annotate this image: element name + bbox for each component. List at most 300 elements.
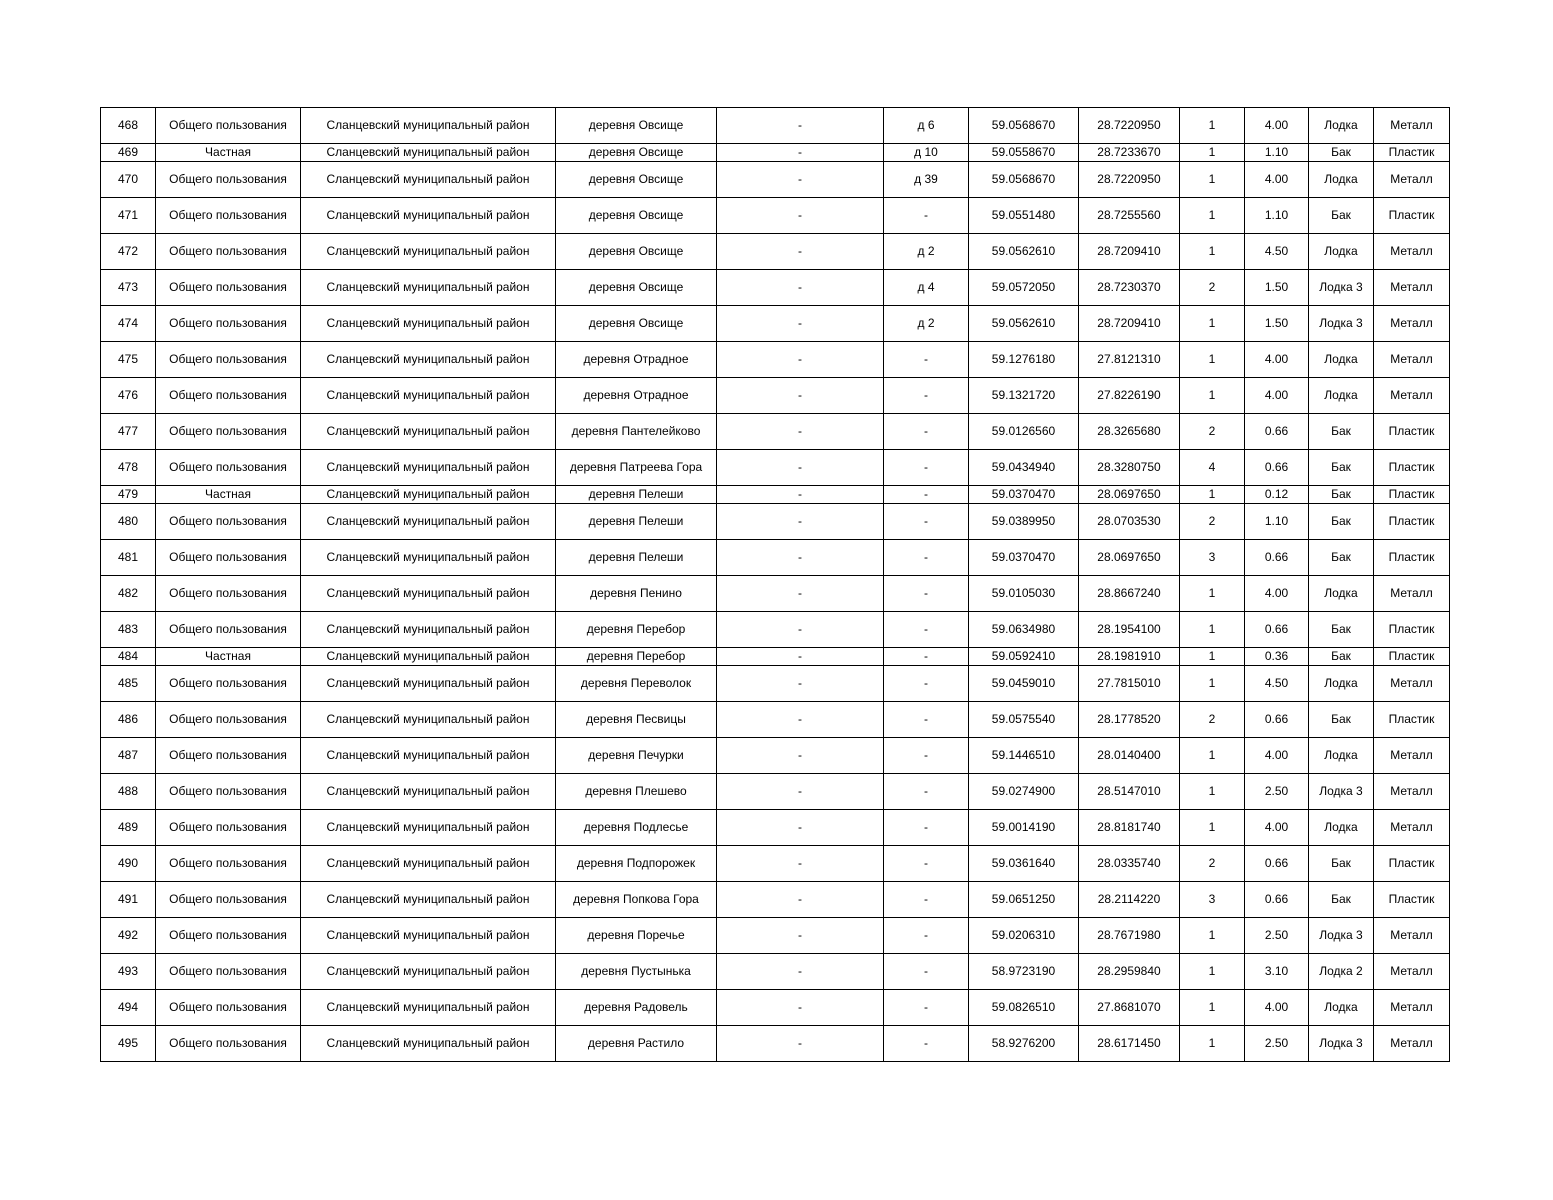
container-material-cell: Металл [1374, 1026, 1450, 1062]
ownership-type-cell: Общего пользования [156, 774, 301, 810]
container-count-cell: 1 [1180, 576, 1245, 612]
settlement-cell: деревня Радовель [556, 990, 717, 1026]
row-number-cell: 471 [101, 198, 156, 234]
latitude-cell: 59.0105030 [969, 576, 1079, 612]
table-row [101, 378, 1450, 414]
row-number-cell: 485 [101, 666, 156, 702]
container-material-cell: Металл [1374, 990, 1450, 1026]
table-row [101, 234, 1450, 270]
container-type-cell: Лодка [1309, 666, 1374, 702]
row-number-cell: 472 [101, 234, 156, 270]
row-number-cell: 475 [101, 342, 156, 378]
street-cell: - [717, 198, 884, 234]
container-count-cell: 1 [1180, 738, 1245, 774]
house-cell: - [884, 648, 969, 666]
ownership-type-cell: Общего пользования [156, 450, 301, 486]
district-cell: Сланцевский муниципальный район [301, 1026, 556, 1062]
street-cell: - [717, 414, 884, 450]
row-number-cell: 473 [101, 270, 156, 306]
container-volume-cell: 4.00 [1245, 342, 1309, 378]
latitude-cell: 59.0568670 [969, 162, 1079, 198]
district-cell: Сланцевский муниципальный район [301, 576, 556, 612]
settlement-cell: деревня Пенино [556, 576, 717, 612]
longitude-cell: 28.2114220 [1079, 882, 1180, 918]
container-count-cell: 1 [1180, 774, 1245, 810]
ownership-type-cell: Общего пользования [156, 846, 301, 882]
house-cell: д 39 [884, 162, 969, 198]
street-cell: - [717, 666, 884, 702]
ownership-type-cell: Частная [156, 144, 301, 162]
ownership-type-cell: Общего пользования [156, 414, 301, 450]
settlement-cell: деревня Овсище [556, 270, 717, 306]
container-material-cell: Пластик [1374, 486, 1450, 504]
settlement-cell: деревня Овсище [556, 306, 717, 342]
ownership-type-cell: Общего пользования [156, 702, 301, 738]
ownership-type-cell: Общего пользования [156, 306, 301, 342]
house-cell: д 4 [884, 270, 969, 306]
settlement-cell: деревня Пелеши [556, 486, 717, 504]
ownership-type-cell: Общего пользования [156, 162, 301, 198]
container-count-cell: 1 [1180, 306, 1245, 342]
house-cell: - [884, 954, 969, 990]
table-row [101, 540, 1450, 576]
row-number-cell: 478 [101, 450, 156, 486]
table-row [101, 144, 1450, 162]
container-type-cell: Лодка [1309, 108, 1374, 144]
container-volume-cell: 0.36 [1245, 648, 1309, 666]
container-type-cell: Лодка [1309, 234, 1374, 270]
street-cell: - [717, 702, 884, 738]
table-row [101, 810, 1450, 846]
street-cell: - [717, 774, 884, 810]
longitude-cell: 28.7209410 [1079, 234, 1180, 270]
house-cell: - [884, 882, 969, 918]
house-cell: - [884, 1026, 969, 1062]
street-cell: - [717, 846, 884, 882]
street-cell: - [717, 162, 884, 198]
street-cell: - [717, 918, 884, 954]
latitude-cell: 58.9276200 [969, 1026, 1079, 1062]
table-row [101, 108, 1450, 144]
table-row [101, 846, 1450, 882]
house-cell: д 2 [884, 234, 969, 270]
settlement-cell: деревня Отрадное [556, 378, 717, 414]
container-material-cell: Металл [1374, 378, 1450, 414]
container-volume-cell: 1.10 [1245, 198, 1309, 234]
settlement-cell: деревня Подпорожек [556, 846, 717, 882]
district-cell: Сланцевский муниципальный район [301, 198, 556, 234]
container-volume-cell: 4.00 [1245, 378, 1309, 414]
container-material-cell: Металл [1374, 162, 1450, 198]
container-count-cell: 2 [1180, 504, 1245, 540]
longitude-cell: 28.0335740 [1079, 846, 1180, 882]
container-volume-cell: 4.00 [1245, 738, 1309, 774]
latitude-cell: 59.0562610 [969, 234, 1079, 270]
container-count-cell: 1 [1180, 342, 1245, 378]
house-cell: д 2 [884, 306, 969, 342]
row-number-cell: 489 [101, 810, 156, 846]
district-cell: Сланцевский муниципальный район [301, 612, 556, 648]
row-number-cell: 470 [101, 162, 156, 198]
row-number-cell: 493 [101, 954, 156, 990]
table-row [101, 882, 1450, 918]
longitude-cell: 28.2959840 [1079, 954, 1180, 990]
latitude-cell: 59.0014190 [969, 810, 1079, 846]
container-type-cell: Лодка 3 [1309, 270, 1374, 306]
container-material-cell: Пластик [1374, 540, 1450, 576]
table-row [101, 162, 1450, 198]
container-material-cell: Пластик [1374, 144, 1450, 162]
district-cell: Сланцевский муниципальный район [301, 540, 556, 576]
container-type-cell: Лодка 3 [1309, 1026, 1374, 1062]
street-cell: - [717, 648, 884, 666]
settlement-cell: деревня Подлесье [556, 810, 717, 846]
street-cell: - [717, 144, 884, 162]
container-material-cell: Пластик [1374, 882, 1450, 918]
house-cell: - [884, 342, 969, 378]
container-volume-cell: 1.50 [1245, 270, 1309, 306]
longitude-cell: 27.7815010 [1079, 666, 1180, 702]
container-material-cell: Металл [1374, 738, 1450, 774]
latitude-cell: 59.0592410 [969, 648, 1079, 666]
ownership-type-cell: Общего пользования [156, 378, 301, 414]
container-type-cell: Лодка [1309, 990, 1374, 1026]
street-cell: - [717, 342, 884, 378]
row-number-cell: 480 [101, 504, 156, 540]
latitude-cell: 59.0274900 [969, 774, 1079, 810]
street-cell: - [717, 450, 884, 486]
container-count-cell: 1 [1180, 1026, 1245, 1062]
container-type-cell: Лодка [1309, 162, 1374, 198]
house-cell: д 10 [884, 144, 969, 162]
table-row [101, 774, 1450, 810]
container-count-cell: 1 [1180, 666, 1245, 702]
latitude-cell: 59.0459010 [969, 666, 1079, 702]
latitude-cell: 59.0361640 [969, 846, 1079, 882]
house-cell: - [884, 990, 969, 1026]
table-row [101, 450, 1450, 486]
row-number-cell: 482 [101, 576, 156, 612]
district-cell: Сланцевский муниципальный район [301, 162, 556, 198]
settlement-cell: деревня Отрадное [556, 342, 717, 378]
longitude-cell: 28.7230370 [1079, 270, 1180, 306]
ownership-type-cell: Общего пользования [156, 738, 301, 774]
house-cell: - [884, 198, 969, 234]
row-number-cell: 491 [101, 882, 156, 918]
settlement-cell: деревня Печурки [556, 738, 717, 774]
container-volume-cell: 0.66 [1245, 450, 1309, 486]
settlement-cell: деревня Овсище [556, 144, 717, 162]
longitude-cell: 27.8121310 [1079, 342, 1180, 378]
latitude-cell: 58.9723190 [969, 954, 1079, 990]
container-type-cell: Лодка 3 [1309, 918, 1374, 954]
longitude-cell: 28.5147010 [1079, 774, 1180, 810]
longitude-cell: 27.8681070 [1079, 990, 1180, 1026]
row-number-cell: 494 [101, 990, 156, 1026]
container-volume-cell: 1.10 [1245, 144, 1309, 162]
street-cell: - [717, 270, 884, 306]
container-material-cell: Металл [1374, 918, 1450, 954]
longitude-cell: 28.7255560 [1079, 198, 1180, 234]
table-row [101, 414, 1450, 450]
settlement-cell: деревня Растило [556, 1026, 717, 1062]
container-type-cell: Бак [1309, 450, 1374, 486]
container-count-cell: 4 [1180, 450, 1245, 486]
district-cell: Сланцевский муниципальный район [301, 486, 556, 504]
container-type-cell: Бак [1309, 540, 1374, 576]
settlement-cell: деревня Переволок [556, 666, 717, 702]
table-row [101, 576, 1450, 612]
latitude-cell: 59.0370470 [969, 540, 1079, 576]
container-volume-cell: 0.66 [1245, 540, 1309, 576]
longitude-cell: 28.8667240 [1079, 576, 1180, 612]
container-type-cell: Бак [1309, 414, 1374, 450]
row-number-cell: 477 [101, 414, 156, 450]
ownership-type-cell: Общего пользования [156, 198, 301, 234]
longitude-cell: 28.7233670 [1079, 144, 1180, 162]
table-row [101, 270, 1450, 306]
container-material-cell: Металл [1374, 810, 1450, 846]
container-type-cell: Бак [1309, 702, 1374, 738]
district-cell: Сланцевский муниципальный район [301, 918, 556, 954]
ownership-type-cell: Частная [156, 486, 301, 504]
container-volume-cell: 2.50 [1245, 918, 1309, 954]
house-cell: - [884, 738, 969, 774]
latitude-cell: 59.0575540 [969, 702, 1079, 738]
street-cell: - [717, 1026, 884, 1062]
container-type-cell: Бак [1309, 504, 1374, 540]
container-type-cell: Бак [1309, 198, 1374, 234]
latitude-cell: 59.0126560 [969, 414, 1079, 450]
container-volume-cell: 4.50 [1245, 234, 1309, 270]
waste-container-table [100, 107, 1450, 1062]
settlement-cell: деревня Овсище [556, 234, 717, 270]
house-cell: - [884, 486, 969, 504]
container-material-cell: Металл [1374, 270, 1450, 306]
longitude-cell: 27.8226190 [1079, 378, 1180, 414]
latitude-cell: 59.0434940 [969, 450, 1079, 486]
settlement-cell: деревня Овсище [556, 198, 717, 234]
longitude-cell: 28.0703530 [1079, 504, 1180, 540]
ownership-type-cell: Общего пользования [156, 108, 301, 144]
container-type-cell: Лодка [1309, 576, 1374, 612]
container-material-cell: Пластик [1374, 414, 1450, 450]
longitude-cell: 28.1778520 [1079, 702, 1180, 738]
street-cell: - [717, 108, 884, 144]
longitude-cell: 28.1981910 [1079, 648, 1180, 666]
container-count-cell: 1 [1180, 144, 1245, 162]
container-volume-cell: 0.66 [1245, 702, 1309, 738]
street-cell: - [717, 612, 884, 648]
table-body [101, 108, 1450, 1062]
settlement-cell: деревня Плешево [556, 774, 717, 810]
container-material-cell: Пластик [1374, 702, 1450, 738]
container-volume-cell: 1.10 [1245, 504, 1309, 540]
house-cell: д 6 [884, 108, 969, 144]
container-type-cell: Бак [1309, 648, 1374, 666]
settlement-cell: деревня Пантелейково [556, 414, 717, 450]
district-cell: Сланцевский муниципальный район [301, 738, 556, 774]
container-volume-cell: 3.10 [1245, 954, 1309, 990]
street-cell: - [717, 954, 884, 990]
container-type-cell: Лодка [1309, 738, 1374, 774]
house-cell: - [884, 810, 969, 846]
ownership-type-cell: Общего пользования [156, 1026, 301, 1062]
district-cell: Сланцевский муниципальный район [301, 666, 556, 702]
house-cell: - [884, 414, 969, 450]
container-volume-cell: 0.66 [1245, 612, 1309, 648]
ownership-type-cell: Общего пользования [156, 270, 301, 306]
house-cell: - [884, 576, 969, 612]
table-row [101, 306, 1450, 342]
longitude-cell: 28.0140400 [1079, 738, 1180, 774]
latitude-cell: 59.0389950 [969, 504, 1079, 540]
settlement-cell: деревня Овсище [556, 108, 717, 144]
container-material-cell: Металл [1374, 666, 1450, 702]
container-volume-cell: 2.50 [1245, 774, 1309, 810]
container-volume-cell: 0.12 [1245, 486, 1309, 504]
ownership-type-cell: Общего пользования [156, 666, 301, 702]
table-row [101, 666, 1450, 702]
container-type-cell: Бак [1309, 846, 1374, 882]
table-row [101, 486, 1450, 504]
container-volume-cell: 4.00 [1245, 810, 1309, 846]
ownership-type-cell: Общего пользования [156, 882, 301, 918]
container-count-cell: 1 [1180, 486, 1245, 504]
district-cell: Сланцевский муниципальный район [301, 378, 556, 414]
longitude-cell: 28.7220950 [1079, 108, 1180, 144]
container-material-cell: Металл [1374, 576, 1450, 612]
container-count-cell: 2 [1180, 414, 1245, 450]
longitude-cell: 28.0697650 [1079, 540, 1180, 576]
ownership-type-cell: Общего пользования [156, 342, 301, 378]
container-material-cell: Пластик [1374, 198, 1450, 234]
container-count-cell: 1 [1180, 990, 1245, 1026]
settlement-cell: деревня Перебор [556, 612, 717, 648]
container-count-cell: 1 [1180, 162, 1245, 198]
street-cell: - [717, 990, 884, 1026]
ownership-type-cell: Общего пользования [156, 612, 301, 648]
container-material-cell: Пластик [1374, 504, 1450, 540]
container-count-cell: 1 [1180, 108, 1245, 144]
district-cell: Сланцевский муниципальный район [301, 954, 556, 990]
district-cell: Сланцевский муниципальный район [301, 504, 556, 540]
ownership-type-cell: Общего пользования [156, 576, 301, 612]
settlement-cell: деревня Пелеши [556, 540, 717, 576]
street-cell: - [717, 738, 884, 774]
latitude-cell: 59.1446510 [969, 738, 1079, 774]
latitude-cell: 59.0568670 [969, 108, 1079, 144]
ownership-type-cell: Общего пользования [156, 918, 301, 954]
house-cell: - [884, 666, 969, 702]
ownership-type-cell: Частная [156, 648, 301, 666]
house-cell: - [884, 612, 969, 648]
container-count-cell: 1 [1180, 378, 1245, 414]
container-type-cell: Бак [1309, 612, 1374, 648]
district-cell: Сланцевский муниципальный район [301, 144, 556, 162]
container-count-cell: 1 [1180, 612, 1245, 648]
row-number-cell: 488 [101, 774, 156, 810]
container-volume-cell: 4.00 [1245, 162, 1309, 198]
row-number-cell: 468 [101, 108, 156, 144]
container-volume-cell: 4.00 [1245, 576, 1309, 612]
container-material-cell: Металл [1374, 108, 1450, 144]
district-cell: Сланцевский муниципальный район [301, 648, 556, 666]
street-cell: - [717, 540, 884, 576]
house-cell: - [884, 846, 969, 882]
row-number-cell: 476 [101, 378, 156, 414]
settlement-cell: деревня Перебор [556, 648, 717, 666]
house-cell: - [884, 450, 969, 486]
district-cell: Сланцевский муниципальный район [301, 414, 556, 450]
latitude-cell: 59.0562610 [969, 306, 1079, 342]
container-material-cell: Металл [1374, 954, 1450, 990]
latitude-cell: 59.0651250 [969, 882, 1079, 918]
latitude-cell: 59.0826510 [969, 990, 1079, 1026]
row-number-cell: 483 [101, 612, 156, 648]
container-count-cell: 1 [1180, 810, 1245, 846]
settlement-cell: деревня Поречье [556, 918, 717, 954]
longitude-cell: 28.8181740 [1079, 810, 1180, 846]
container-count-cell: 1 [1180, 198, 1245, 234]
longitude-cell: 28.7220950 [1079, 162, 1180, 198]
row-number-cell: 490 [101, 846, 156, 882]
latitude-cell: 59.0370470 [969, 486, 1079, 504]
house-cell: - [884, 702, 969, 738]
container-type-cell: Лодка 3 [1309, 774, 1374, 810]
latitude-cell: 59.0558670 [969, 144, 1079, 162]
container-volume-cell: 2.50 [1245, 1026, 1309, 1062]
container-material-cell: Пластик [1374, 648, 1450, 666]
latitude-cell: 59.0206310 [969, 918, 1079, 954]
district-cell: Сланцевский муниципальный район [301, 702, 556, 738]
settlement-cell: деревня Попкова Гора [556, 882, 717, 918]
container-type-cell: Лодка [1309, 342, 1374, 378]
container-material-cell: Металл [1374, 774, 1450, 810]
district-cell: Сланцевский муниципальный район [301, 234, 556, 270]
container-volume-cell: 4.00 [1245, 108, 1309, 144]
settlement-cell: деревня Песвицы [556, 702, 717, 738]
row-number-cell: 487 [101, 738, 156, 774]
container-type-cell: Лодка 3 [1309, 306, 1374, 342]
row-number-cell: 486 [101, 702, 156, 738]
settlement-cell: деревня Пелеши [556, 504, 717, 540]
ownership-type-cell: Общего пользования [156, 504, 301, 540]
ownership-type-cell: Общего пользования [156, 234, 301, 270]
longitude-cell: 28.7671980 [1079, 918, 1180, 954]
container-material-cell: Пластик [1374, 612, 1450, 648]
street-cell: - [717, 234, 884, 270]
district-cell: Сланцевский муниципальный район [301, 810, 556, 846]
longitude-cell: 28.6171450 [1079, 1026, 1180, 1062]
house-cell: - [884, 504, 969, 540]
container-count-cell: 1 [1180, 918, 1245, 954]
latitude-cell: 59.0634980 [969, 612, 1079, 648]
container-material-cell: Пластик [1374, 450, 1450, 486]
latitude-cell: 59.1321720 [969, 378, 1079, 414]
table-row [101, 954, 1450, 990]
container-count-cell: 3 [1180, 882, 1245, 918]
row-number-cell: 474 [101, 306, 156, 342]
street-cell: - [717, 810, 884, 846]
street-cell: - [717, 486, 884, 504]
row-number-cell: 495 [101, 1026, 156, 1062]
street-cell: - [717, 882, 884, 918]
street-cell: - [717, 306, 884, 342]
row-number-cell: 492 [101, 918, 156, 954]
container-count-cell: 2 [1180, 270, 1245, 306]
district-cell: Сланцевский муниципальный район [301, 342, 556, 378]
